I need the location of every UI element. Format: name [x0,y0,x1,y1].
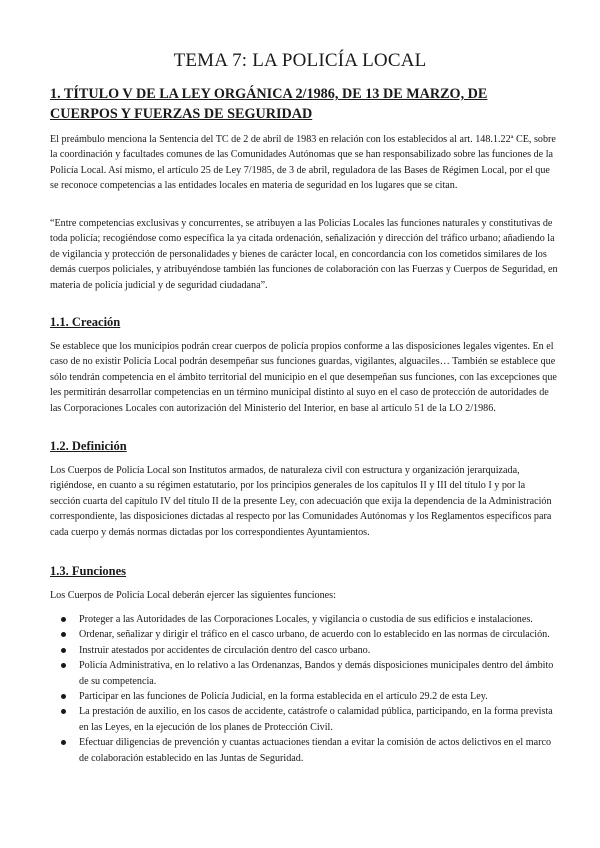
funciones-intro [50,588,558,603]
bullet-icon [61,617,66,622]
subsection-creacion [50,314,558,330]
page-title: TEMA 7: LA POLICÍA LOCAL [173,50,427,71]
subsection-funciones [50,563,558,579]
subsection-heading-creacion: 1.1. Creación [50,315,121,329]
list-item: Policía Administrativa, en lo relativo a las Ordenanzas, Bandos y demás disposiciones municipales dentro del ámbito de su competencia. [50,658,558,689]
intro-paragraph-1 [50,132,558,194]
list-item: Ordenar, señalizar y dirigir el tráfico en el casco urbano, de acuerdo con lo establecido en las normas de circulación. [50,627,558,642]
bullet-icon [61,709,66,714]
funciones-list [50,612,558,766]
subsection-heading-definicion: 1.2. Definición [50,439,127,453]
bullet-icon [61,663,66,668]
quote-paragraph: “Entre competencias exclusivas y concurrentes, se atribuyen a las Policías Locales las funciones naturales y constitutivas de toda policía; recogiéndose como específica la ya citada ordenación, señalización y dirección del tráfico urbano; añadiendo la de vigilancia y protección de personalidades y bienes de carácter local, en concordancia con los cometidos similares de los demás cuerpos policiales, y atribuyéndose también las funciones de colaboración con las Fuerzas y Cuerpos de Seguridad, en materia de policía judicial y de seguridad ciudadana”. [50,218,558,291]
list-item: Participar en las funciones de Policía Judicial, en la forma establecida en el artículo 29.2 de esta Ley. [50,689,558,704]
bullet-icon [61,740,66,745]
subsection-definicion [50,438,558,454]
creacion-body [50,339,558,416]
paragraph: El preámbulo menciona la Sentencia del TC de 2 de abril de 1983 en relación con los establecidos al art. 148.1.22ª CE, sobre la coordinación y facultades comunes de las Comunidades Autónomas que se han responsabilizado sobre las funciones de la Policía Local. Así mismo, el artículo 25 de Ley 7/1985, de 3 de abril, reguladora de las Bases de Régimen Local, por el que se reconoce competencias a las entidades locales en materia de seguridad en los lugares que se citan. [50,134,556,192]
paragraph: Los Cuerpos de Policía Local deberán ejercer las siguientes funciones: [50,590,336,601]
list-item: Efectuar diligencias de prevención y cuantas actuaciones tiendan a evitar la comisión de actos delictivos en el marco de colaboración establecido en las Juntas de Seguridad. [50,735,558,766]
bullet-icon [61,648,66,653]
paragraph: Los Cuerpos de Policía Local son Institutos armados, de naturaleza civil con estructura y organización jerarquizada, rigiéndose, en cuanto a su régimen estatutario, por los principios generales de los capítulos II y III del título I y por la sección cuarta del capítulo IV del título II de la presente Ley, con adecuación que exija la dependencia de la Administración correspondiente, las disposiciones dictadas al respecto por las Comunidades Autónomas y los Reglamentos específicos para cada cuerpo y demás normas dictadas por los correspondientes Ayuntamientos. [50,465,552,538]
section-title-block [50,84,558,124]
bullet-icon [61,694,66,699]
subsection-heading-funciones: 1.3. Funciones [50,564,127,578]
paragraph: Se establece que los municipios podrán crear cuerpos de policía propios conforme a las disposiciones legales vigentes. En el caso de no existir Policía Local podrán desempeñar sus funciones guardas, vigilantes, alguaciles… También se establece que sólo tendrán competencia en el ámbito territorial del municipio en el que desempeñan sus funciones, con las excepciones que les permitirán desarrollar competencias en un término municipal distinto al suyo en el caso de protección de autoridades de las Corporaciones Locales con autorización del Ministerio del Interior, en base al artículo 51 de la LO 2/1986. [50,341,557,414]
definicion-body [50,463,558,540]
intro-paragraph-2 [50,216,558,293]
list-item: Instruir atestados por accidentes de circulación dentro del casco urbano. [50,643,558,658]
funciones-list-block [50,612,558,766]
list-item: Proteger a las Autoridades de las Corporaciones Locales, y vigilancia o custodia de sus edificios e instalaciones. [50,612,558,627]
bullet-icon [61,632,66,637]
section-heading-main: 1. TÍTULO V DE LA LEY ORGÁNICA 2/1986, DE 13 DE MARZO, DE CUERPOS Y FUERZAS DE SEGURIDAD [50,86,488,122]
list-item: La prestación de auxilio, en los casos de accidente, catástrofe o calamidad pública, participando, en la forma prevista en las Leyes, en la ejecución de los planes de Protección Civil. [50,704,558,735]
